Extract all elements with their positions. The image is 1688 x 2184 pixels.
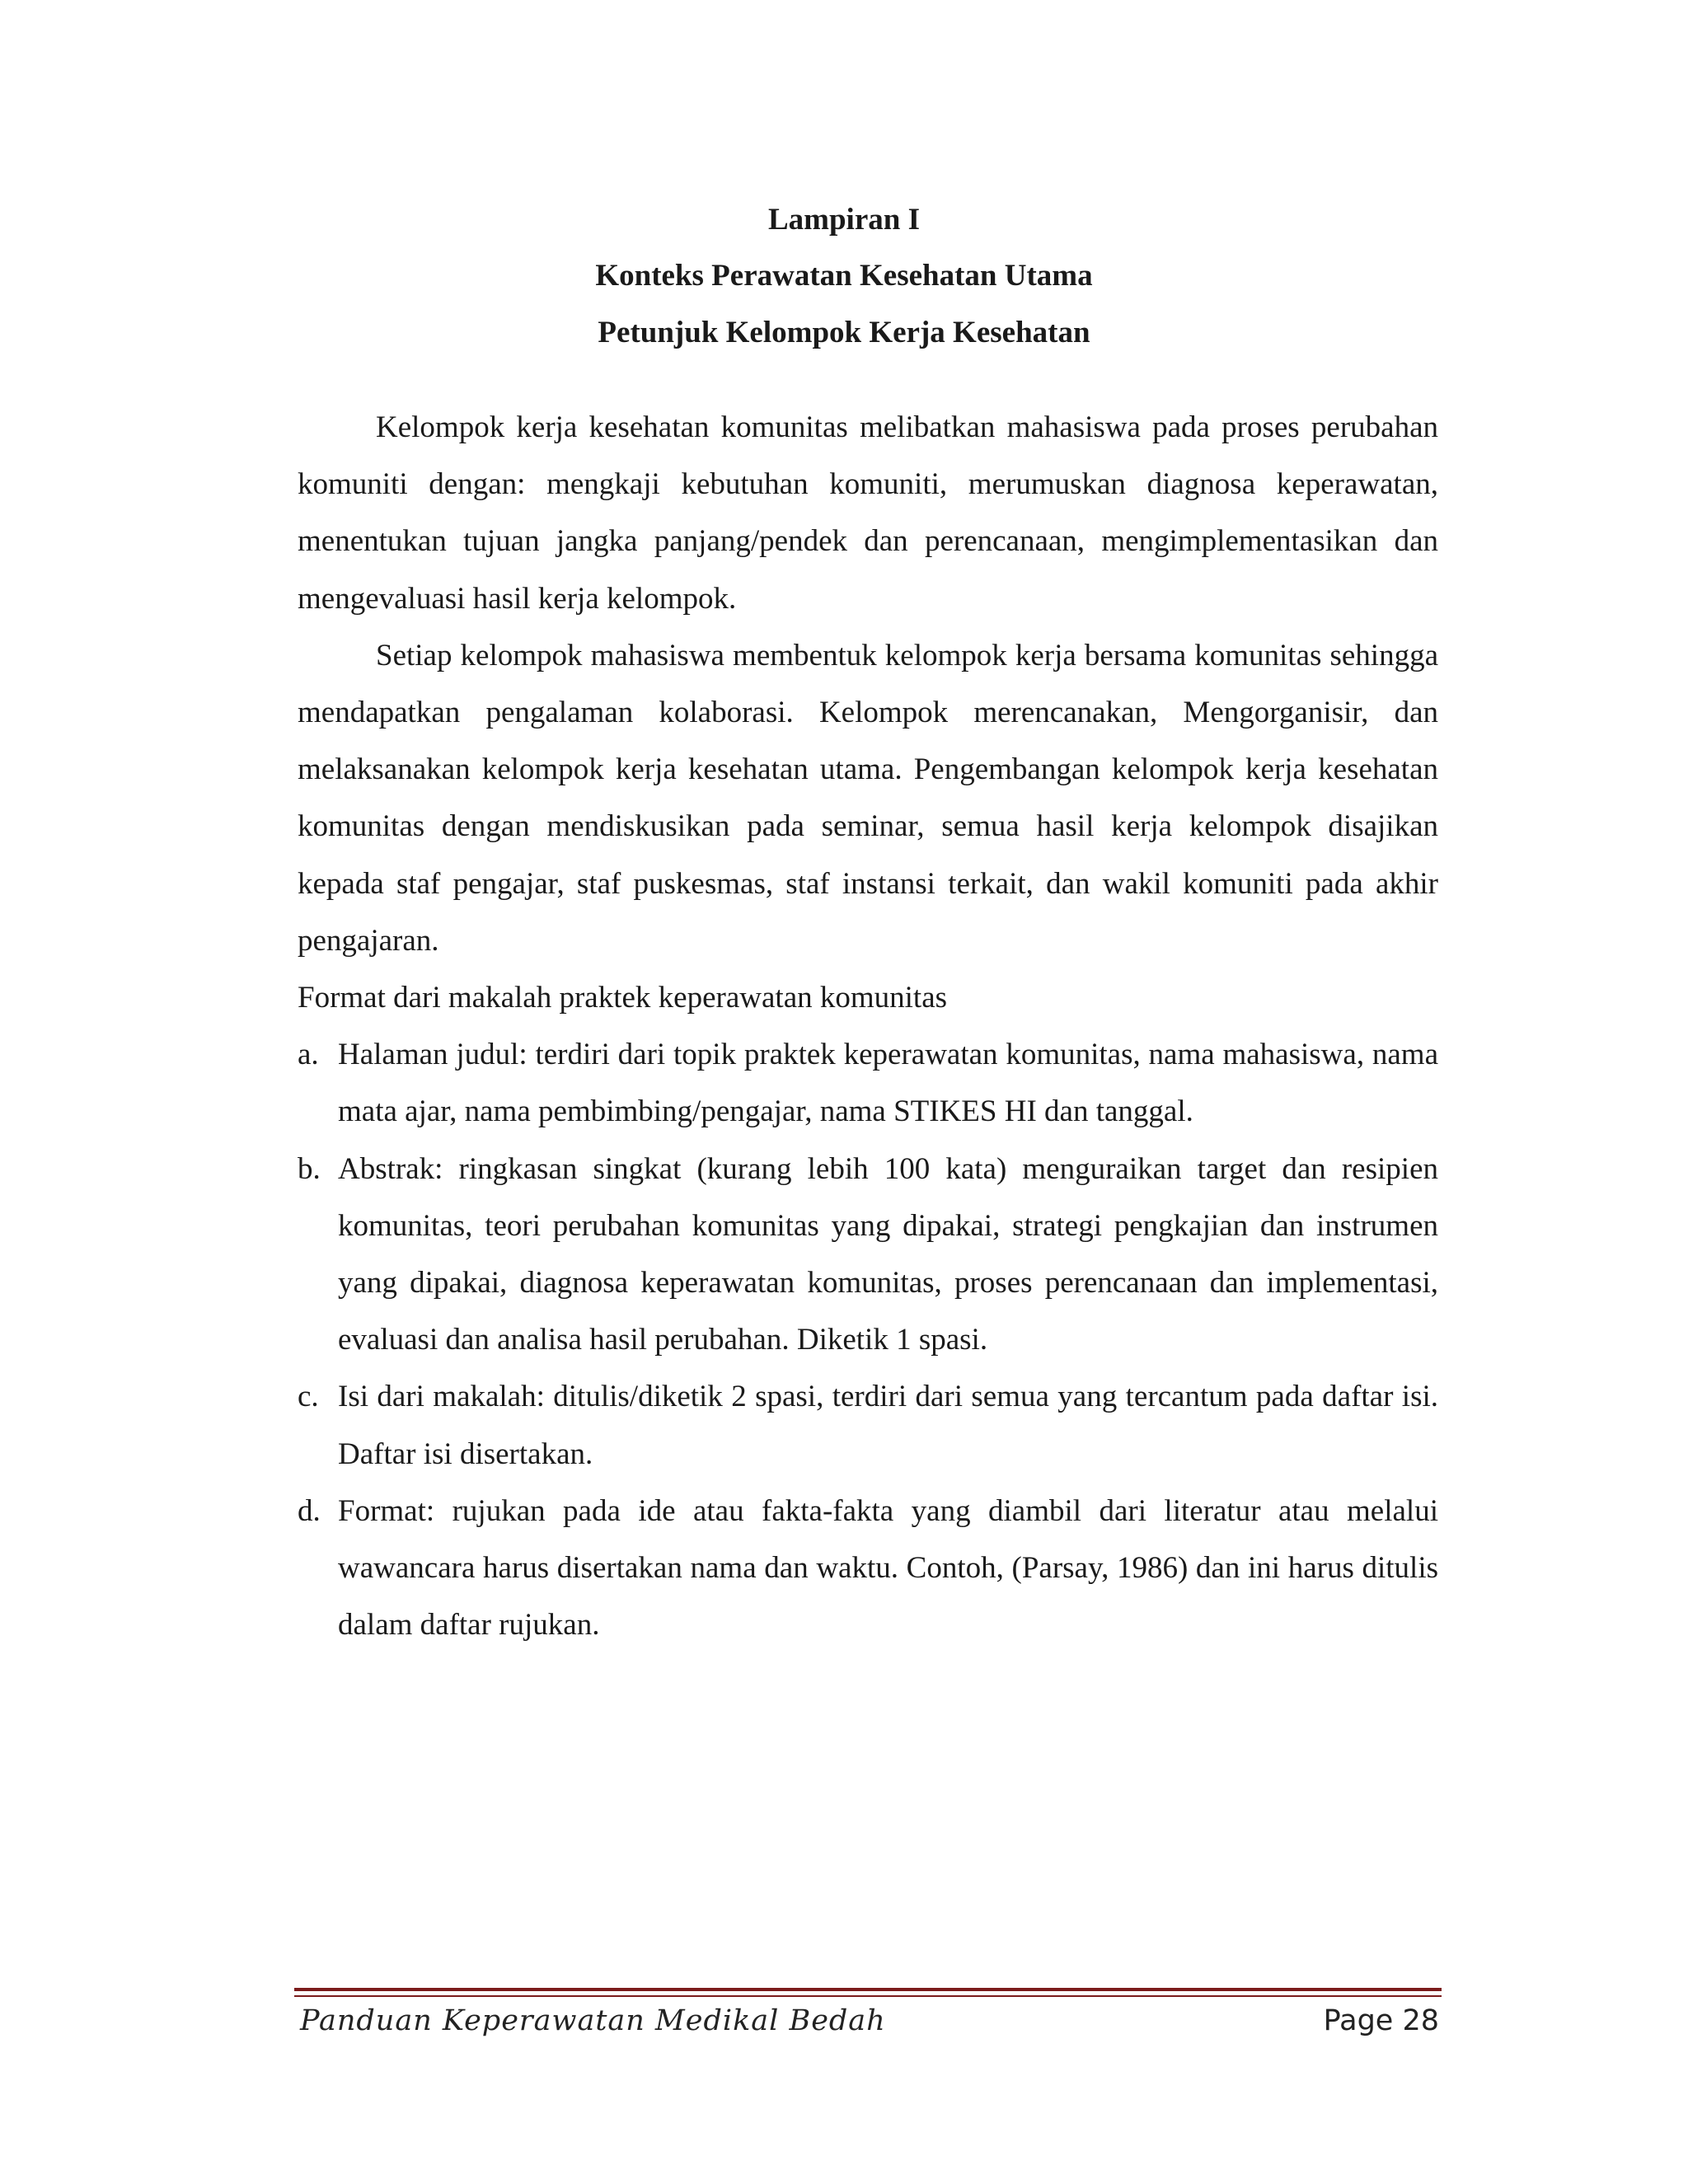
list-item-text: Format: rujukan pada ide atau fakta-fakta yang diambil dari literatur atau melalui wawancara harus disertakan nama dan waktu. Contoh, (Parsay, 1986) dan ini harus ditulis dalam daftar rujukan. — [338, 1493, 1438, 1643]
list-item-text: Abstrak: ringkasan singkat (kurang lebih 100 kata) menguraikan target dan resipien komunitas, teori perubahan komunitas yang dipakai, strategi pengkajian dan instrumen yang dipakai, diagnosa keperawatan komunitas, proses perencanaan dan implementasi, evaluasi dan analisa hasil perubahan. Diketik 1 spasi. — [338, 1151, 1438, 1357]
format-intro: Format dari makalah praktek keperawatan komunitas — [298, 981, 948, 1015]
list-marker: d. — [298, 1493, 321, 1528]
paragraph-2: Setiap kelompok mahasiswa membentuk kelompok kerja bersama komunitas sehingga mendapatkan pengalaman kolaborasi. Kelompok merencanakan, Mengorganisir, dan melaksanakan kelompok kerja kesehatan utama. Pengembangan kelompok kerja kesehatan komunitas dengan mendiskusikan pada seminar, semua hasil kerja kelompok disajikan kepada staf pengajar, staf puskesmas, staf instansi terkait, dan wakil komuniti pada akhir pengajaran. — [298, 638, 1438, 958]
list-item-text: Isi dari makalah: ditulis/diketik 2 spasi, terdiri dari semua yang tercantum pada daftar isi. Daftar isi disertakan. — [338, 1380, 1438, 1471]
appendix-subtitle: Konteks Perawatan Kesehatan Utama — [595, 259, 1093, 293]
page-number: Page 28 — [1323, 2004, 1439, 2037]
list-item — [298, 1026, 1438, 1140]
appendix-title: Lampiran I — [767, 203, 920, 237]
footer-rule-thick — [294, 1988, 1442, 1991]
list-item — [298, 1368, 1438, 1482]
list-item-text: Halaman judul: terdiri dari topik praktek keperawatan komunitas, nama mahasiswa, nama mata ajar, nama pembimbing/pengajar, nama STIKES HI dan tanggal. — [338, 1038, 1438, 1129]
paragraph-1: Kelompok kerja kesehatan komunitas melibatkan mahasiswa pada proses perubahan komuniti dengan: mengkaji kebutuhan komuniti, merumuskan diagnosa keperawatan, menentukan tujuan jangka panjang/pendek dan perencanaan, mengimplementasikan dan mengevaluasi hasil kerja kelompok. — [298, 410, 1438, 616]
footer-rule-thin — [294, 1995, 1442, 1997]
footer-book-title: Panduan Keperawatan Medikal Bedah — [300, 2004, 886, 2037]
body-text — [298, 399, 1438, 1653]
list-marker: c. — [298, 1380, 319, 1414]
list-marker: b. — [298, 1151, 321, 1186]
format-list — [298, 1026, 1438, 1653]
list-marker: a. — [298, 1038, 319, 1072]
appendix-section-title: Petunjuk Kelompok Kerja Kesehatan — [598, 316, 1090, 349]
list-item — [298, 1483, 1438, 1654]
list-item — [298, 1141, 1438, 1369]
